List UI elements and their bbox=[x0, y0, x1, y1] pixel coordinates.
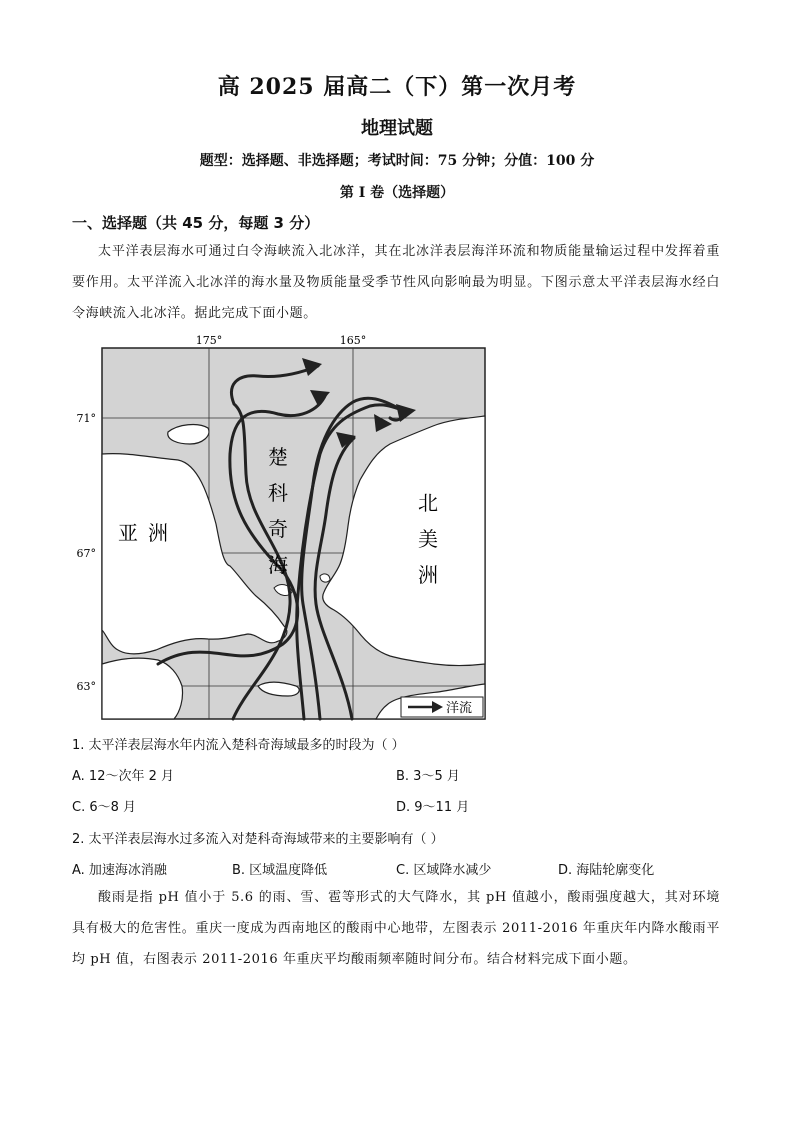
lon-label: 175° bbox=[195, 334, 223, 347]
q2-option-d[interactable]: D. 海陆轮廓变化 bbox=[558, 863, 655, 878]
chukchi-sea-label: 科 bbox=[268, 481, 288, 505]
lon-label: 165° bbox=[339, 334, 367, 347]
bering-strait-map bbox=[76, 334, 490, 728]
volume-heading: 第 I 卷（选择题） bbox=[339, 185, 455, 201]
chukchi-sea-label: 奇 bbox=[268, 517, 288, 541]
q1-option-b[interactable]: B. 3～5 月 bbox=[396, 769, 460, 784]
lat-label: 63° bbox=[76, 680, 96, 693]
asia-label: 洲 bbox=[148, 521, 168, 545]
lat-label: 67° bbox=[76, 547, 96, 560]
north-america-label: 美 bbox=[418, 527, 438, 551]
q2-option-c[interactable]: C. 区域降水减少 bbox=[396, 863, 492, 878]
question-1-stem: 1. 太平洋表层海水年内流入楚科奇海域最多的时段为（ ） bbox=[72, 738, 405, 753]
exam-subject: 地理试题 bbox=[361, 118, 433, 139]
q2-option-a[interactable]: A. 加速海冰消融 bbox=[72, 863, 167, 878]
lat-label: 71° bbox=[76, 412, 96, 425]
q2-option-b[interactable]: B. 区域温度降低 bbox=[232, 863, 328, 878]
small-island bbox=[320, 574, 330, 582]
chukchi-sea-label: 楚 bbox=[268, 445, 288, 469]
exam-title: 高 2025 届高二（下）第一次月考 bbox=[217, 74, 577, 100]
q1-option-d[interactable]: D. 9～11 月 bbox=[396, 800, 470, 815]
chukchi-sea-label: 海 bbox=[268, 553, 288, 577]
legend-label: 洋流 bbox=[446, 701, 473, 716]
north-america-label: 北 bbox=[418, 491, 438, 515]
exam-meta: 题型：选择题、非选择题；考试时间：75 分钟；分值：100 分 bbox=[199, 153, 595, 169]
question-2-stem: 2. 太平洋表层海水过多流入对楚科奇海域带来的主要影响有（ ） bbox=[72, 832, 444, 847]
q1-option-c[interactable]: C. 6～8 月 bbox=[72, 800, 137, 815]
asia-label: 亚 bbox=[118, 521, 138, 545]
section-heading: 一、选择题（共 45 分，每题 3 分） bbox=[72, 214, 320, 232]
q1-option-a[interactable]: A. 12～次年 2 月 bbox=[72, 769, 175, 784]
map-legend bbox=[401, 697, 483, 717]
asia-south-coast bbox=[102, 658, 183, 719]
north-america-label: 洲 bbox=[418, 563, 438, 587]
passage-bering: 太平洋表层海水可通过白令海峡流入北冰洋，其在北冰洋表层海洋环流和物质能量输运过程中发挥着重要作用。太平洋流入北冰洋的海水量及物质能量受季节性风向影响最为明显。下图示意太平洋表层海水经白令海峡流入北冰洋。据此完成下面小题。 bbox=[72, 244, 720, 321]
passage-acid-rain: 酸雨是指 pH 值小于 5.6 的雨、雪、雹等形式的大气降水，其 pH 值越小，酸雨强度越大，其对环境具有极大的危害性。重庆一度成为西南地区的酸雨中心地带，左图表示 2011-2016 年重庆年内降水酸雨平均 pH 值，右图表示 2011-2016 年重庆平均酸雨频率随时间分布。结合材料完成下面小题。 bbox=[72, 890, 720, 967]
